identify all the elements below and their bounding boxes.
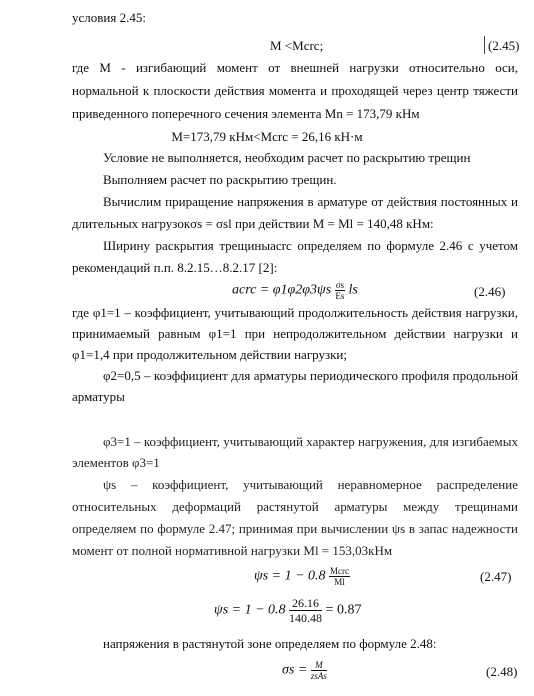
text-line: принимаемый равным φ1=1 при непродолжительном действии нагрузки и <box>72 326 518 341</box>
fraction-denominator: 140.48 <box>289 611 323 625</box>
fraction-denominator: Ml <box>334 577 345 587</box>
equation-number: (2.48) <box>486 664 518 679</box>
fraction <box>289 596 322 625</box>
equation-2-46 <box>232 280 358 301</box>
fraction <box>329 566 350 587</box>
text-line: напряжения в растянутой зоне определяем по формуле 2.48: <box>103 636 437 651</box>
text-line: нормальной к плоскости действия момента и проходящей через центр тяжести <box>72 83 518 98</box>
text-line: приведенного поперечного сечения элемента Mn = 173,79 кНм <box>72 106 420 121</box>
text-line: φ1=1,4 при продолжительном действии нагрузки; <box>72 347 348 362</box>
equation-lhs: acrc = φ1φ2φ3ψs <box>232 282 332 298</box>
fraction-numerator: M <box>311 660 327 671</box>
text-line: φ3=1 – коэффициент, учитывающий характер нагружения, для изгибаемых <box>103 434 518 449</box>
equation-number: (2.47) <box>480 569 512 584</box>
equation-lhs: ψs = 1 − 0.8 <box>214 602 286 618</box>
text-line: Ширину раскрытия трещиныacrc определяем по формуле 2.46 с учетом <box>103 238 518 253</box>
text-line: Вычислим приращение напряжения в арматуре от действия постоянных и <box>103 194 518 209</box>
fraction <box>311 660 327 681</box>
equation-2-45: M <Mcrc; <box>270 38 324 53</box>
text-line: Условие не выполняется, необходим расчет по раскрытию трещин <box>103 150 471 165</box>
text-line: φ2=0,5 – коэффициент для арматуры периодического профиля продольной <box>103 368 518 383</box>
text-line: момент от полной нормативной нагрузки Ml = 153,03кНм <box>72 543 393 558</box>
equation-term: ls <box>348 282 358 298</box>
text-line: элементов φ3=1 <box>72 455 160 470</box>
text-line: относительных деформаций растянутой арматуры между трещинами <box>72 499 518 514</box>
fraction-numerator: 26.16 <box>289 596 322 611</box>
fraction <box>335 280 345 301</box>
text-line: где M - изгибающий момент от внешней нагрузки относительно оси, <box>72 60 518 75</box>
equation-lhs: σs = <box>282 662 308 678</box>
text-line: рекомендаций п.п. 8.2.15…8.2.17 [2]: <box>72 260 278 275</box>
text-line: где φ1=1 – коэффициент, учитывающий продолжительность действия нагрузки, <box>72 305 518 320</box>
equation-result: = 0.87 <box>325 602 362 618</box>
text-line: условия 2.45: <box>72 10 146 25</box>
equation-2-48 <box>282 660 327 681</box>
fraction-denominator: zsAs <box>310 671 327 681</box>
text-line: определяем по формуле 2.47; принимая при вычислении ψs в запас надежности <box>72 521 518 536</box>
text-line: Выполняем расчет по раскрытию трещин. <box>103 172 337 187</box>
fraction-denominator: Es <box>335 291 345 301</box>
equation-bar <box>484 36 485 54</box>
equation-number: (2.45) <box>488 38 520 53</box>
fraction-numerator: Mcrc <box>330 566 350 576</box>
text-line-centered: M=173,79 кНм<Mcrc = 26,16 кН·м <box>171 129 363 144</box>
text-line: арматуры <box>72 389 125 404</box>
equation-2-47-evaluated <box>214 596 361 625</box>
equation-number: (2.46) <box>474 284 506 299</box>
text-line: ψs – коэффициент, учитывающий неравномерное распределение <box>103 477 518 492</box>
equation-2-47 <box>254 566 350 587</box>
fraction-numerator: σs <box>335 280 345 290</box>
text-line: длительных нагрузокσs = σsl при действии M = Ml = 140,48 кНм: <box>72 216 434 231</box>
equation-lhs: ψs = 1 − 0.8 <box>254 568 326 584</box>
